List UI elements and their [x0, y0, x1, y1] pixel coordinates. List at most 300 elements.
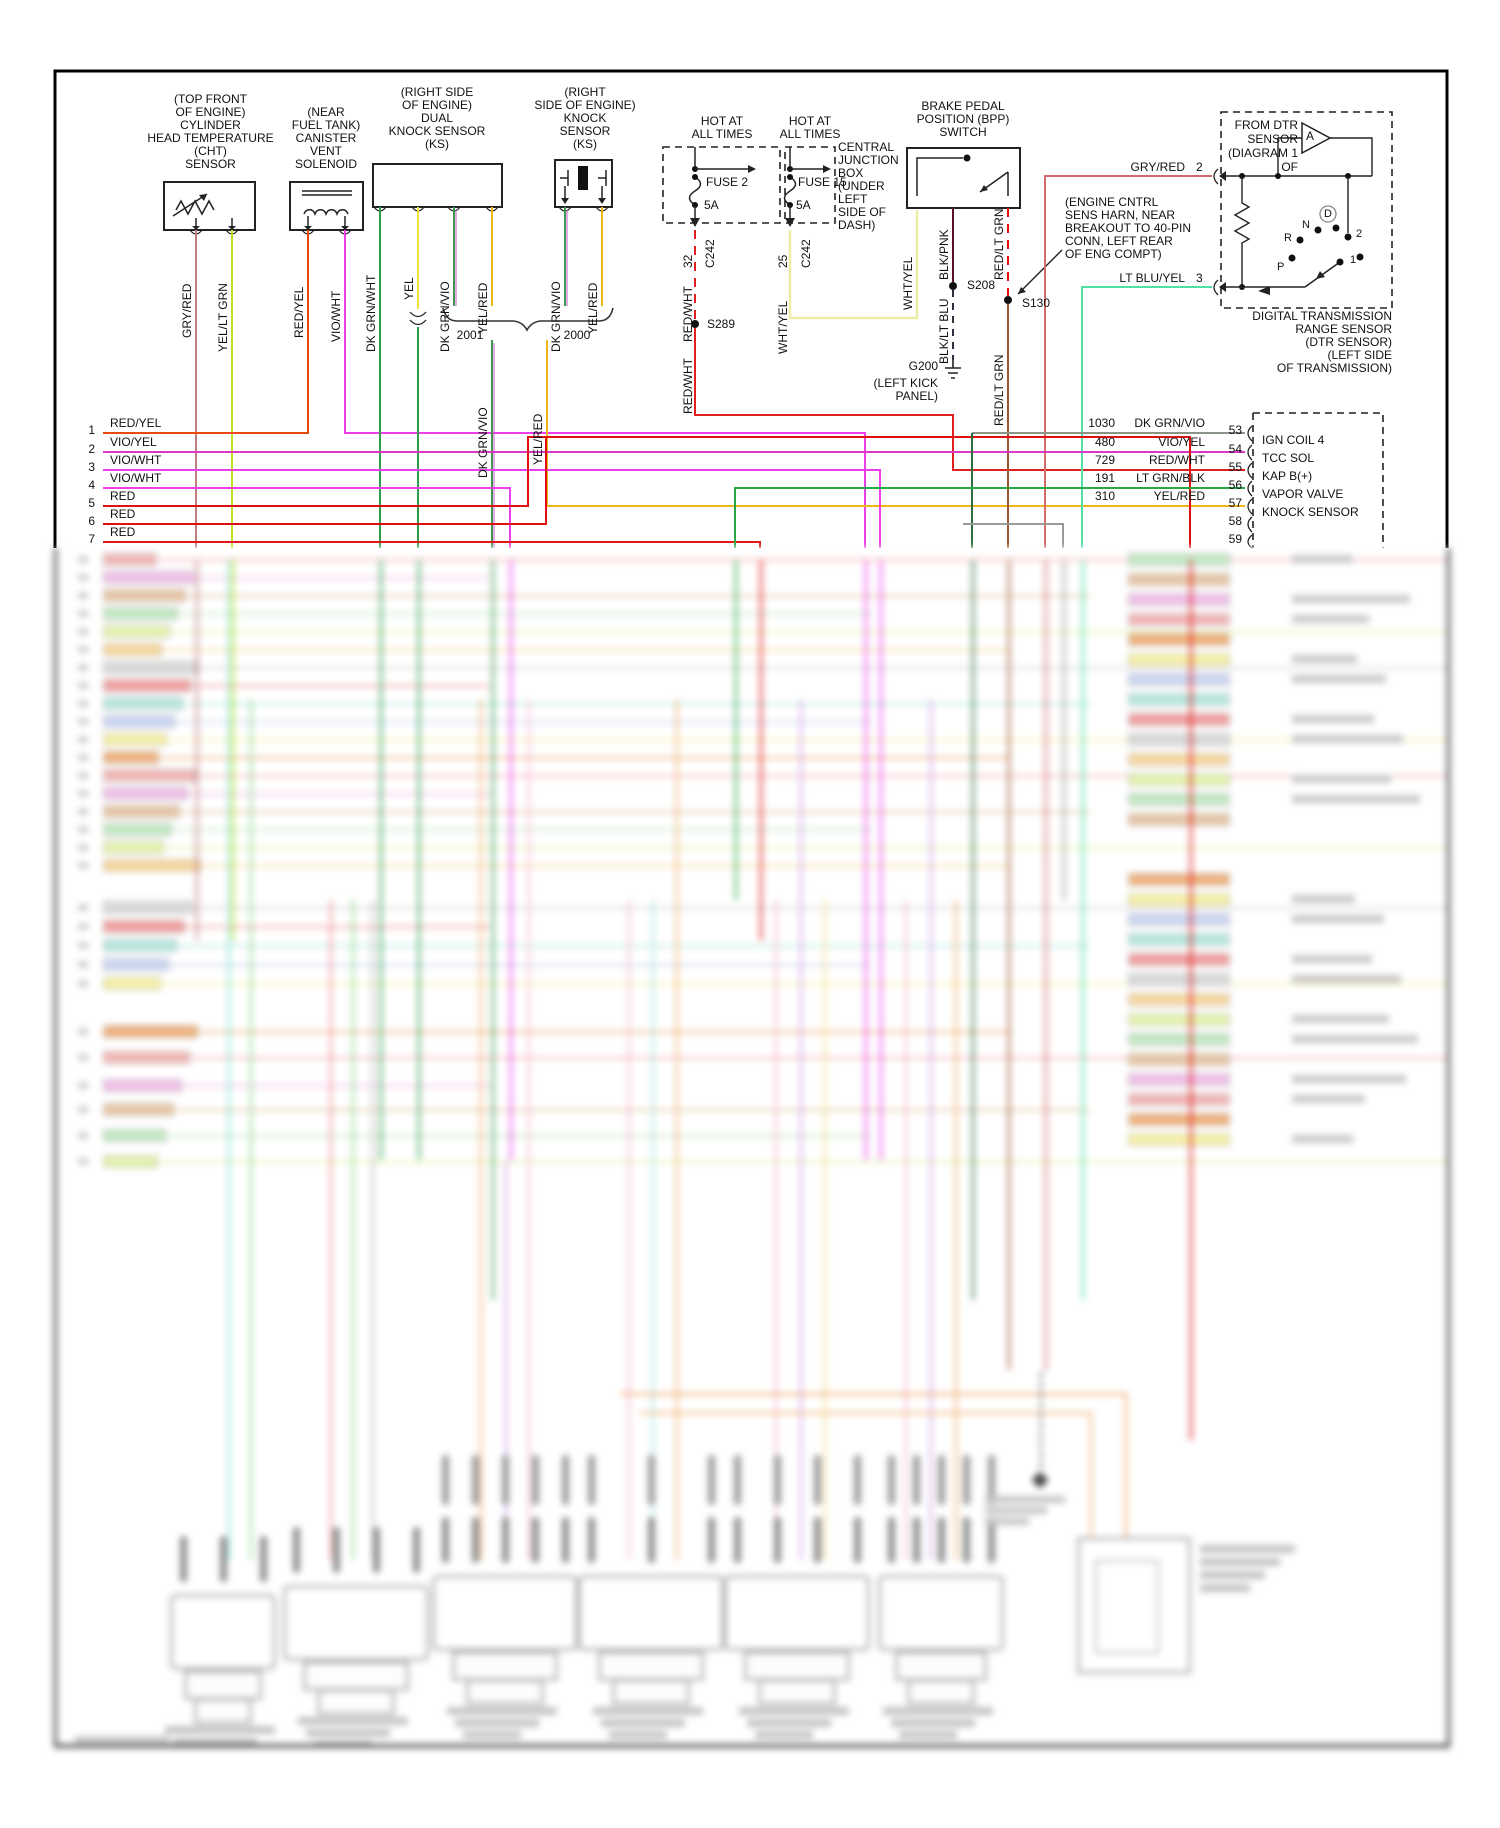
blurred-content	[466, 1679, 545, 1705]
blurred-content	[1128, 573, 1230, 586]
blurred-content	[283, 1585, 429, 1661]
wire-label: DK GRN/VIO	[549, 281, 563, 352]
blurred-content	[985, 1496, 1065, 1503]
blurred-content	[708, 1517, 715, 1563]
blurred-content	[78, 862, 88, 869]
blurred-content	[628, 900, 630, 1560]
resistor-icon	[1235, 176, 1249, 287]
pcm-pin: 58	[1228, 514, 1242, 528]
blurred-content	[75, 1736, 170, 1743]
pcm-pin: 56	[1228, 478, 1242, 492]
blurred-content	[78, 574, 88, 581]
blurred-content	[1008, 560, 1010, 1370]
bpp-switch-title: BRAKE PEDAL POSITION (BPP) SWITCH	[916, 99, 1010, 139]
blurred-content	[1032, 1472, 1049, 1489]
blurred-content	[760, 560, 762, 940]
thermistor-icon	[176, 201, 214, 214]
central-junction-box-label: CENTRAL JUNCTION BOX (UNDER LEFT SIDE OF DASH)	[838, 140, 899, 232]
row-wire-label: RED	[110, 507, 136, 521]
blurred-content	[160, 1085, 490, 1087]
blurred-content	[165, 1726, 275, 1734]
blurred-content	[160, 559, 1450, 561]
pcm-label: VAPOR VALVE	[1262, 487, 1344, 501]
blurred-content	[774, 1455, 781, 1505]
blurred-content	[963, 1517, 970, 1563]
blurred-content	[744, 1651, 851, 1681]
blurred-content	[972, 560, 974, 1300]
blurred-content	[1292, 555, 1352, 563]
blurred-content	[1292, 895, 1355, 903]
blurred-content	[160, 945, 1090, 947]
blurred-content	[380, 560, 382, 1160]
blurred-content	[1128, 993, 1230, 1006]
blurred-content	[1292, 1035, 1418, 1043]
pcm-pin: 59	[1228, 532, 1242, 546]
wire-label: YEL	[402, 277, 416, 300]
blurred-content	[447, 1707, 557, 1715]
blurred-content	[333, 1527, 340, 1573]
row-wire-label: RED	[110, 489, 136, 503]
pcm-pin: 53	[1228, 423, 1242, 437]
circuit-number: 1030	[1088, 416, 1115, 430]
blurred-content	[455, 1719, 539, 1727]
blurred-content	[1292, 735, 1403, 743]
fuse-label: FUSE 15	[798, 175, 847, 189]
year-label: 2000	[563, 328, 591, 342]
blurred-content	[1190, 560, 1192, 1440]
blurred-content	[160, 865, 1010, 867]
blurred-content	[1292, 595, 1410, 603]
pcm-wire: DK GRN/VIO	[1134, 416, 1205, 430]
blurred-content	[601, 1719, 685, 1727]
blurred-content	[1128, 1033, 1230, 1046]
pcm-wire: YEL/RED	[1153, 489, 1205, 503]
wire-label: RED/WHT	[681, 286, 695, 342]
wire-label: DK GRN/VIO	[438, 281, 452, 352]
row-number: 6	[88, 514, 95, 528]
blurred-content	[891, 1719, 975, 1727]
blurred-content	[1128, 673, 1230, 686]
fuse-rating: 5A	[704, 198, 719, 212]
blurred-content	[676, 700, 678, 1560]
blurred-content	[502, 1455, 509, 1505]
blurred-content	[532, 1517, 539, 1563]
year-label: 2001	[456, 328, 484, 342]
wire-label: YEL/RED	[476, 282, 490, 334]
pcm-wire: LT GRN/BLK	[1136, 471, 1205, 485]
knock-element-icon	[578, 166, 588, 190]
blurred-content	[588, 1517, 595, 1563]
blurred-content	[640, 1412, 1090, 1414]
blurred-content	[78, 556, 88, 563]
blurred-content	[103, 977, 161, 990]
blurred-content	[880, 560, 882, 1160]
blurred-content	[1200, 1545, 1295, 1553]
blurred-content	[78, 826, 88, 833]
blurred-content	[1128, 1053, 1230, 1066]
blurred-content	[317, 1689, 396, 1715]
blurred-content	[824, 900, 826, 1560]
row-wire-label: RED/YEL	[110, 416, 162, 430]
blurred-content	[1292, 655, 1357, 663]
blurred-content	[1292, 955, 1372, 963]
blurred-content	[1292, 1075, 1406, 1083]
circuit-number: 729	[1094, 453, 1115, 467]
blurred-content	[1125, 1393, 1127, 1537]
blurred-content	[578, 1575, 724, 1651]
blurred-content	[78, 844, 88, 851]
blurred-content	[1082, 560, 1084, 1300]
blurred-content	[930, 700, 932, 1560]
row-number: 3	[88, 460, 95, 474]
blurred-content	[160, 811, 1090, 813]
blurred-content	[78, 646, 88, 653]
gear-position: D	[1324, 208, 1332, 220]
blurred-content	[883, 1707, 993, 1715]
blurred-content	[103, 643, 162, 656]
fuse-rating: 5A	[796, 198, 811, 212]
blurred-content	[1292, 715, 1374, 723]
blurred-content	[103, 553, 157, 566]
pcm-label: KNOCK SENSOR	[1262, 505, 1359, 519]
blurred-content	[480, 700, 482, 1560]
amplifier-letter: A	[1306, 129, 1315, 143]
blurred-content	[1128, 593, 1230, 606]
blurred-content	[734, 1517, 741, 1563]
blurred-content	[78, 1054, 88, 1061]
blurred-content	[160, 847, 1450, 849]
blurred-content	[1128, 1093, 1230, 1106]
blurred-content	[78, 961, 88, 968]
blurred-content	[1128, 813, 1230, 826]
blurred-content	[78, 808, 88, 815]
blurred-content	[854, 1517, 861, 1563]
blurred-content	[194, 1698, 252, 1724]
wire-label: YEL/LT GRN	[216, 283, 230, 352]
splice-label: S289	[707, 317, 736, 331]
blurred-content	[160, 631, 1450, 633]
blurred-content	[1200, 1571, 1265, 1579]
blurred-content	[724, 1575, 870, 1651]
blurred-content	[78, 923, 88, 930]
dual-knock-sensor-title: (RIGHT SIDE OF ENGINE) DUAL KNOCK SENSOR (KS)	[388, 85, 486, 151]
blurred-content	[1128, 893, 1230, 906]
pin-number: 3	[1196, 271, 1203, 285]
blurred-content	[78, 772, 88, 779]
blurred-content	[442, 1517, 449, 1563]
blurred-content	[895, 1651, 987, 1681]
blurred-content	[1128, 973, 1230, 986]
splice-label: S208	[967, 278, 996, 292]
blurred-content	[160, 739, 1450, 741]
blurred-content	[160, 613, 870, 615]
row-wire-label: VIO/WHT	[110, 453, 162, 467]
blurred-content	[1128, 793, 1230, 806]
blurred-content	[888, 1455, 895, 1505]
pcm-pin: 57	[1228, 496, 1242, 510]
blurred-content	[1128, 773, 1230, 786]
blurred-content	[160, 793, 490, 795]
gear-position: R	[1284, 232, 1292, 244]
blurred-content	[160, 1031, 1010, 1033]
blurred-content	[774, 1517, 781, 1563]
gear-position: P	[1277, 261, 1285, 273]
blurred-content	[293, 1527, 300, 1573]
blurred-content	[78, 664, 88, 671]
blurred-content	[899, 1731, 957, 1739]
blurred-content	[814, 1517, 821, 1563]
blurred-content	[78, 610, 88, 617]
wire-label: RED/LT GRN	[992, 208, 1006, 280]
blurred-content	[1128, 1073, 1230, 1086]
blurred-content	[160, 964, 870, 966]
blurred-content	[1292, 975, 1401, 983]
wire-label: WHT/YEL	[901, 256, 915, 310]
pcm-label: TCC SOL	[1262, 451, 1315, 465]
blurred-content	[648, 1517, 655, 1563]
blurred-content	[78, 754, 88, 761]
blurred-content	[160, 926, 490, 928]
blurred-content	[160, 757, 1010, 759]
blurred-region	[54, 548, 1450, 1748]
blurred-content	[510, 560, 512, 1160]
wire-label: YEL/RED	[531, 413, 545, 465]
blurred-content	[472, 1517, 479, 1563]
wire-label: YEL/RED	[586, 282, 600, 334]
blurred-content	[528, 700, 530, 1560]
blurred-content	[160, 703, 1090, 705]
blurred-content	[160, 667, 1450, 669]
blurred-content	[418, 560, 420, 1160]
blurred-content	[78, 942, 88, 949]
connector-label: C242	[799, 239, 813, 268]
blurred-content	[1292, 1135, 1353, 1143]
row-number: 5	[88, 496, 95, 510]
blurred-content	[1292, 915, 1384, 923]
row-number: 1	[88, 423, 95, 437]
wire-label: WHT/YEL	[776, 300, 790, 354]
row-wire-label: RED	[110, 525, 136, 539]
blurred-content	[758, 1679, 837, 1705]
blurred-content	[1128, 633, 1230, 646]
blurred-content	[739, 1707, 849, 1715]
blurred-content	[1128, 873, 1230, 886]
blurred-content	[1128, 653, 1230, 666]
blurred-content	[1128, 1113, 1230, 1126]
blurred-content	[103, 1129, 166, 1142]
blurred-content	[160, 1109, 1090, 1111]
blurred-content	[314, 1741, 372, 1748]
blurred-content	[103, 1155, 158, 1168]
blurred-content	[708, 1455, 715, 1505]
row-number: 4	[88, 478, 95, 492]
row-wire-label: VIO/WHT	[110, 471, 162, 485]
dtr-inner-label: FROM DTR SENSOR (DIAGRAM 1 OF	[1227, 118, 1298, 174]
gear-position: 1	[1350, 254, 1357, 266]
pcm-pin: 54	[1228, 442, 1242, 456]
blurred-content	[463, 1731, 521, 1739]
row-number: 2	[88, 442, 95, 456]
blurred-content	[160, 595, 1090, 597]
blurred-content	[1128, 613, 1230, 626]
blurred-content	[648, 1455, 655, 1505]
blurred-content	[612, 1679, 691, 1705]
blurred-content	[878, 1575, 1004, 1651]
blurred-content	[78, 628, 88, 635]
blurred-content	[1128, 933, 1230, 946]
blurred-content	[734, 1455, 741, 1505]
wire-label: DK GRN/WHT	[364, 274, 378, 352]
wire-label: DK GRN/VIO	[476, 407, 490, 478]
blurred-content	[905, 900, 907, 1560]
blurred-content	[598, 1651, 705, 1681]
blurred-content	[1292, 775, 1391, 783]
knock-sensor-title: (RIGHT SIDE OF ENGINE) KNOCK SENSOR (KS)	[534, 85, 636, 151]
engine-harness-note: (ENGINE CNTRL SENS HARN, NEAR BREAKOUT TO 40-PIN CONN, LEFT REAR OF ENG COMPT)	[1065, 195, 1192, 261]
hot-at-all-times: HOT AT ALL TIMES	[779, 114, 841, 141]
blurred-content	[78, 592, 88, 599]
blurred-content	[232, 560, 234, 940]
pcm-pin: 55	[1228, 460, 1242, 474]
blurred-content	[532, 1455, 539, 1505]
blurred-content	[609, 1731, 667, 1739]
blurred-content	[1128, 553, 1230, 566]
blurred-content	[173, 1738, 257, 1746]
blurred-content	[160, 775, 1450, 777]
blurred-content	[250, 700, 252, 1560]
wire-label: LT BLU/YEL	[1119, 271, 1185, 285]
circuit-number: 310	[1094, 489, 1115, 503]
row-wire-label: VIO/YEL	[110, 435, 157, 449]
wire-label: BLK/LT BLU	[937, 298, 951, 364]
blurred-content	[800, 700, 802, 1560]
blurred-content	[888, 1517, 895, 1563]
splice-label: S130	[1022, 296, 1051, 310]
blurred-content	[985, 1507, 1047, 1514]
blurred-content	[593, 1707, 703, 1715]
blurred-content	[1292, 795, 1420, 803]
blurred-content	[306, 1729, 390, 1737]
blurred-content	[1095, 1560, 1159, 1654]
blurred-content	[1128, 953, 1230, 966]
blurred-content	[160, 577, 490, 579]
blurred-content	[735, 560, 737, 900]
fuse-label: FUSE 2	[706, 175, 749, 189]
blurred-content	[442, 1455, 449, 1505]
gear-position: N	[1302, 219, 1310, 231]
blurred-content	[220, 1536, 227, 1582]
blurred-content	[160, 829, 870, 831]
blurred-content	[492, 560, 494, 1300]
blurred-content	[755, 1731, 813, 1739]
pin-label: 25	[776, 254, 790, 268]
wire-label: RED/YEL	[292, 286, 306, 338]
blurred-content	[78, 790, 88, 797]
blurred-content	[985, 1518, 1029, 1525]
blurred-content	[78, 1082, 88, 1089]
blurred-content	[1128, 733, 1230, 746]
blurred-content	[303, 1661, 410, 1691]
blurred-content	[78, 682, 88, 689]
cht-sensor-title: (TOP FRONT OF ENGINE) CYLINDER HEAD TEMPERATURE (CHT) SENSOR	[147, 92, 274, 171]
fuse-icon	[690, 177, 701, 205]
canister-solenoid-title: (NEAR FUEL TANK) CANISTER VENT SOLENOID	[291, 105, 361, 171]
blurred-content	[103, 751, 159, 764]
wire-label: VIO/WHT	[329, 290, 343, 342]
blurred-content	[373, 1527, 380, 1573]
blurred-content	[372, 900, 374, 1560]
wire-label: GRY/RED	[1130, 160, 1185, 174]
blurred-content	[160, 649, 1010, 651]
blurred-content	[330, 900, 332, 1560]
blurred-content	[1292, 675, 1386, 683]
blurred-content	[913, 1517, 920, 1563]
blurred-content	[620, 1393, 1125, 1395]
blurred-content	[472, 1455, 479, 1505]
blurred-content	[1128, 1013, 1230, 1026]
blurred-content	[502, 1517, 509, 1563]
blurred-content	[228, 560, 230, 1560]
blurred-content	[588, 1455, 595, 1505]
pcm-label: KAP B(+)	[1262, 469, 1313, 483]
row-number: 7	[88, 532, 95, 546]
pcm-label: IGN COIL 4	[1262, 433, 1325, 447]
blurred-content	[160, 1135, 870, 1137]
ground-label: G200	[908, 359, 938, 373]
blurred-content	[938, 1455, 945, 1505]
blurred-content	[432, 1575, 578, 1651]
gear-position: 2	[1356, 228, 1363, 240]
hot-at-all-times: HOT AT ALL TIMES	[691, 114, 753, 141]
blurred-content	[1200, 1558, 1280, 1566]
blurred-content	[747, 1719, 831, 1727]
blurred-content	[562, 1517, 569, 1563]
pin-number: 2	[1196, 160, 1203, 174]
blurred-content	[963, 1455, 970, 1505]
blurred-content	[184, 1670, 262, 1700]
blurred-content	[562, 1455, 569, 1505]
blurred-content	[78, 1106, 88, 1113]
wire-label: GRY/RED	[180, 283, 194, 338]
pcm-wire: VIO/YEL	[1158, 435, 1205, 449]
blurred-content	[103, 841, 164, 854]
blurred-content	[352, 900, 354, 1560]
blurred-content	[1128, 913, 1230, 926]
circuit-number: 480	[1094, 435, 1115, 449]
blurred-content	[160, 685, 490, 687]
blurred-content	[103, 733, 167, 746]
blurred-content	[814, 1455, 821, 1505]
blurred-content	[78, 1028, 88, 1035]
blurred-content	[955, 900, 957, 1560]
solenoid-coil-icon	[302, 191, 352, 195]
blurred-content	[170, 1594, 276, 1670]
blurred-content	[913, 1455, 920, 1505]
blurred-content	[78, 1132, 88, 1139]
blurred-content	[160, 721, 870, 723]
blurred-content	[78, 718, 88, 725]
connector-label: C242	[703, 239, 717, 268]
blurred-content	[78, 904, 88, 911]
blurred-content	[78, 1158, 88, 1165]
blurred-content	[260, 1536, 267, 1582]
blurred-content	[78, 736, 88, 743]
blurred-content	[1128, 753, 1230, 766]
blurred-content	[78, 980, 88, 987]
blurred-content	[1128, 713, 1230, 726]
blurred-content	[180, 1536, 187, 1582]
blurred-content	[196, 560, 198, 940]
